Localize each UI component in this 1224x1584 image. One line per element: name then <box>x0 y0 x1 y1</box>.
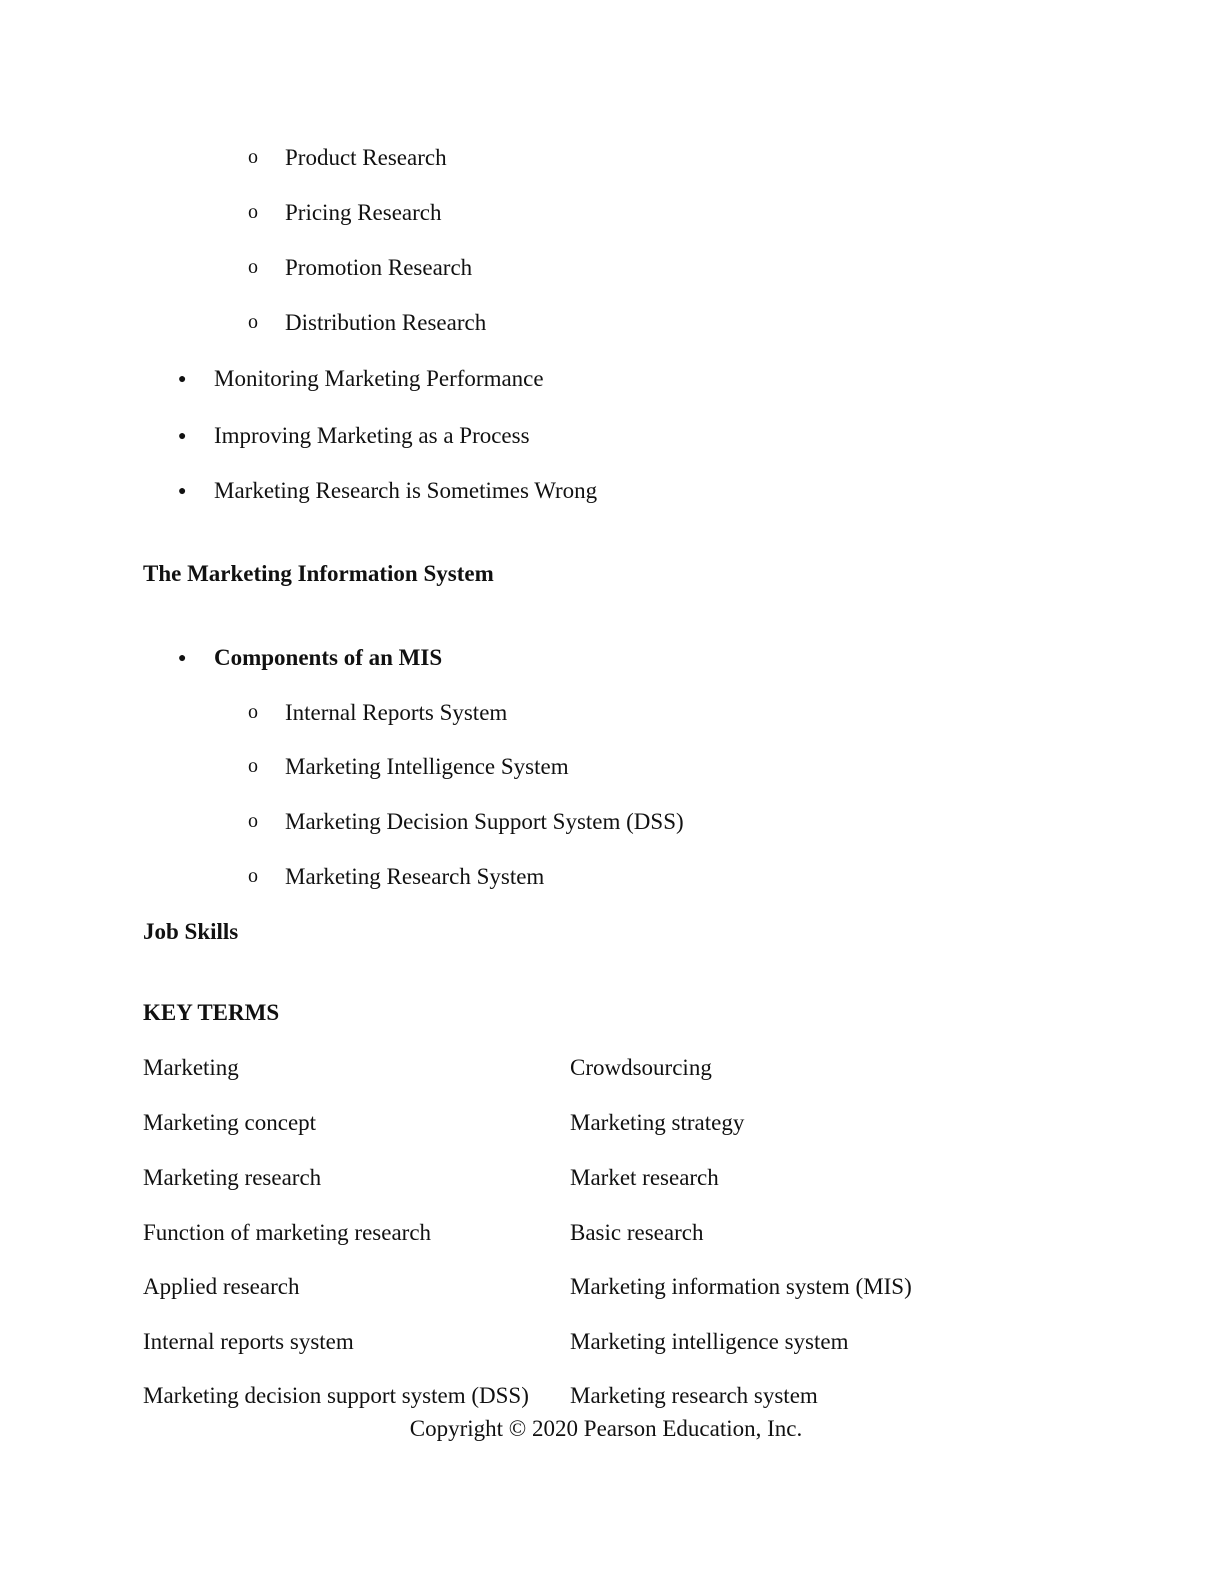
bullet-item: Marketing Research is Sometimes Wrong <box>214 478 598 503</box>
key-term: Function of marketing research <box>143 1220 432 1245</box>
bullet-item: Components of an MIS <box>214 645 443 670</box>
list-marker: o <box>248 311 258 333</box>
list-marker: o <box>248 701 258 723</box>
bullet-item: Improving Marketing as a Process <box>214 423 530 448</box>
key-term: Marketing research system <box>570 1383 818 1408</box>
key-term: Crowdsourcing <box>570 1055 712 1080</box>
key-terms-heading: KEY TERMS <box>143 1000 280 1025</box>
copyright-footer: Copyright © 2020 Pearson Education, Inc. <box>409 1416 803 1441</box>
list-marker: o <box>248 201 258 223</box>
list-item: Product Research <box>285 145 447 170</box>
list-item: Marketing Research System <box>285 864 545 889</box>
bullet-marker: ● <box>178 429 187 444</box>
list-marker: o <box>248 755 258 777</box>
list-marker: o <box>248 256 258 278</box>
list-item: Promotion Research <box>285 255 473 280</box>
key-term: Marketing information system (MIS) <box>570 1274 912 1299</box>
key-term: Internal reports system <box>143 1329 354 1354</box>
section-heading: The Marketing Information System <box>143 561 494 586</box>
bullet-marker: ● <box>178 484 187 499</box>
list-item: Internal Reports System <box>285 700 508 725</box>
list-marker: o <box>248 146 258 168</box>
list-marker: o <box>248 810 258 832</box>
key-term: Applied research <box>143 1274 300 1299</box>
key-term: Marketing <box>143 1055 239 1080</box>
list-item: Marketing Intelligence System <box>285 754 569 779</box>
key-term: Market research <box>570 1165 719 1190</box>
bullet-item: Monitoring Marketing Performance <box>214 366 544 391</box>
key-term: Marketing research <box>143 1165 322 1190</box>
key-term: Basic research <box>570 1220 704 1245</box>
key-term: Marketing concept <box>143 1110 317 1135</box>
section-heading: Job Skills <box>143 919 239 944</box>
list-marker: o <box>248 865 258 887</box>
key-term: Marketing strategy <box>570 1110 745 1135</box>
bullet-marker: ● <box>178 651 187 666</box>
list-item: Distribution Research <box>285 310 487 335</box>
list-item: Marketing Decision Support System (DSS) <box>285 809 684 834</box>
list-item: Pricing Research <box>285 200 442 225</box>
bullet-marker: ● <box>178 372 187 387</box>
key-term: Marketing intelligence system <box>570 1329 849 1354</box>
key-term: Marketing decision support system (DSS) <box>143 1383 529 1408</box>
